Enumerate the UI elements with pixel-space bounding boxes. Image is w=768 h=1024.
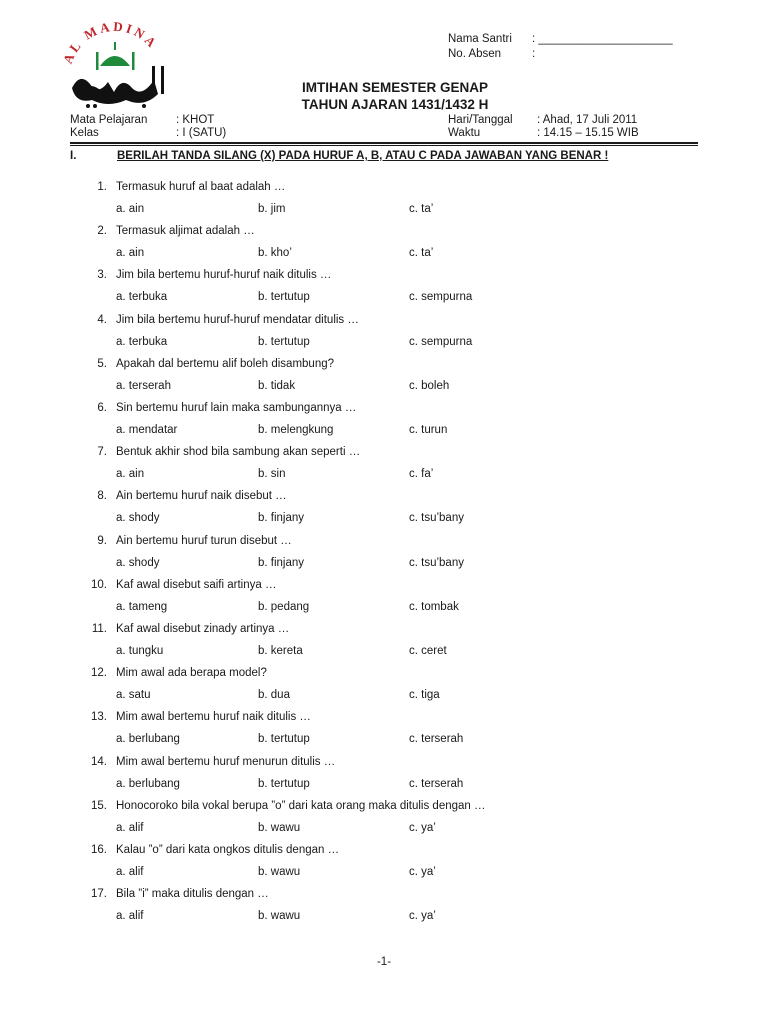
question-item: [70, 579, 698, 623]
question-number: 6.: [97, 402, 107, 414]
question-text: Kalau ”o” dari kata ongkos ditulis dengan …: [116, 844, 340, 856]
option-c[interactable]: c. tsu’bany: [409, 556, 464, 569]
option-a[interactable]: a. berlubang: [116, 733, 180, 746]
question-item: [70, 535, 698, 579]
option-a[interactable]: a. ain: [116, 247, 145, 260]
option-c[interactable]: c. fa’: [409, 468, 434, 481]
option-c[interactable]: c. ceret: [409, 645, 447, 657]
question-item: [70, 756, 698, 800]
option-a[interactable]: a. terserah: [116, 379, 171, 392]
option-c[interactable]: c. ya’: [409, 821, 436, 834]
option-a[interactable]: a. alif: [116, 821, 144, 834]
instruction-text: BERILAH TANDA SILANG (X) PADA HURUF A, B, ATAU C PADA JAWABAN YANG BENAR !: [117, 150, 609, 162]
option-b[interactable]: b. tertutup: [258, 733, 310, 746]
date-value: : Ahad, 17 Juli 2011: [537, 114, 638, 126]
question-item: [70, 667, 698, 711]
question-number: 4.: [97, 313, 107, 326]
question-text: Kaf awal disebut zinady artinya …: [116, 623, 290, 635]
option-b[interactable]: b. dua: [258, 689, 290, 702]
question-text: Ain bertemu huruf naik disebut …: [116, 490, 287, 503]
question-text: Termasuk huruf al baat adalah …: [116, 181, 286, 193]
question-number: 13.: [91, 711, 107, 724]
question-item: [70, 358, 698, 402]
option-c[interactable]: c. sempurna: [409, 291, 473, 304]
question-text: Mim awal bertemu huruf menurun ditulis …: [116, 755, 336, 768]
question-item: [70, 402, 698, 446]
question-item: [70, 314, 698, 358]
question-item: [70, 711, 698, 755]
option-a[interactable]: a. berlubang: [116, 777, 180, 790]
question-item: [70, 490, 698, 534]
option-a[interactable]: a. tameng: [116, 600, 168, 613]
option-b[interactable]: b. finjany: [258, 556, 305, 569]
student-name-row: [448, 32, 673, 47]
question-number: 11.: [91, 623, 107, 635]
exam-title: IMTIHAN SEMESTER GENAP: [301, 80, 488, 95]
question-number: 8.: [97, 490, 107, 503]
time-value: : 14.15 – 15.15 WIB: [537, 127, 639, 139]
option-c[interactable]: c. ya’: [409, 866, 436, 878]
option-b[interactable]: b. kereta: [258, 645, 303, 657]
subject-value: : KHOT: [176, 114, 215, 126]
option-a[interactable]: a. terbuka: [116, 291, 168, 304]
question-text: Termasuk aljimat adalah …: [116, 225, 255, 238]
student-name-field[interactable]: : _____________________: [532, 33, 673, 45]
option-b[interactable]: b. wawu: [258, 821, 301, 834]
option-c[interactable]: c. ta’: [409, 247, 434, 260]
time-label: Waktu: [448, 127, 481, 139]
option-b[interactable]: b. pedang: [258, 600, 310, 613]
question-number: 2.: [97, 225, 107, 238]
option-b[interactable]: b. wawu: [258, 866, 301, 878]
question-text: Ain bertemu huruf turun disebut …: [116, 534, 292, 547]
option-b[interactable]: b. tertutup: [258, 335, 310, 348]
option-a[interactable]: a. mendatar: [116, 424, 178, 436]
question-item: [70, 446, 698, 490]
option-b[interactable]: b. sin: [258, 468, 286, 481]
option-c[interactable]: c. tsu’bany: [409, 512, 464, 525]
option-a[interactable]: a. shody: [116, 556, 160, 569]
section-number: I.: [70, 150, 77, 162]
page-number: -1-: [376, 956, 392, 968]
option-a[interactable]: a. alif: [116, 910, 144, 923]
student-identity: [448, 32, 673, 62]
question-number: 17.: [91, 888, 107, 901]
exam-subtitle: TAHUN AJARAN 1431/1432 H: [301, 97, 489, 112]
option-c[interactable]: c. boleh: [409, 379, 450, 392]
date-label: Hari/Tanggal: [448, 114, 513, 126]
option-b[interactable]: b. finjany: [258, 512, 305, 525]
student-number-row: [448, 47, 673, 62]
question-number: 12.: [91, 667, 107, 680]
option-c[interactable]: c. ta’: [409, 203, 434, 215]
option-a[interactable]: a. alif: [116, 866, 144, 878]
question-number: 14.: [91, 755, 107, 768]
question-text: Honocoroko bila vokal berupa ”o” dari kata orang maka ditulis dengan …: [116, 799, 486, 812]
option-a[interactable]: a. ain: [116, 468, 145, 481]
question-number: 15.: [91, 799, 107, 812]
class-label: Kelas: [70, 127, 99, 139]
question-text: Mim awal ada berapa model?: [116, 667, 267, 680]
option-c[interactable]: c. tiga: [409, 689, 440, 702]
question-text: Sin bertemu huruf lain maka sambungannya …: [116, 402, 357, 414]
question-number: 5.: [97, 357, 107, 370]
option-b[interactable]: b. tidak: [258, 379, 296, 392]
header-divider: [70, 142, 698, 144]
option-a[interactable]: a. shody: [116, 512, 160, 525]
option-b[interactable]: b. jim: [258, 203, 286, 215]
subject-label: Mata Pelajaran: [70, 114, 148, 126]
option-b[interactable]: b. melengkung: [258, 424, 334, 436]
student-number-field[interactable]: :: [532, 48, 536, 60]
option-c[interactable]: c. terserah: [409, 777, 464, 790]
question-item: [70, 623, 698, 667]
question-item: [70, 181, 698, 225]
option-c[interactable]: c. terserah: [409, 733, 464, 746]
option-c[interactable]: c. sempurna: [409, 335, 473, 348]
subject-info: [70, 114, 226, 140]
question-text: Kaf awal disebut saifi artinya …: [116, 578, 277, 591]
student-name-label: Nama Santri: [448, 33, 512, 45]
question-text: Jim bila bertemu huruf-huruf naik ditulis …: [116, 269, 332, 282]
question-number: 3.: [97, 269, 107, 282]
option-b[interactable]: b. wawu: [258, 910, 301, 923]
class-value: : I (SATU): [176, 127, 227, 139]
option-a[interactable]: a. terbuka: [116, 335, 168, 348]
question-number: 1.: [97, 181, 107, 193]
option-b[interactable]: b. kho’: [258, 247, 292, 260]
option-b[interactable]: b. tertutup: [258, 291, 310, 304]
logo-text: AL MADINA: [60, 22, 162, 66]
option-b[interactable]: b. tertutup: [258, 777, 310, 790]
question-text: Jim bila bertemu huruf-huruf mendatar ditulis …: [116, 313, 359, 326]
option-a[interactable]: a. ain: [116, 203, 145, 215]
question-item: [70, 225, 698, 269]
question-number: 16.: [91, 844, 107, 856]
option-c[interactable]: c. turun: [409, 424, 448, 436]
question-item: [70, 844, 698, 888]
question-number: 10.: [91, 578, 107, 591]
question-item: [70, 800, 698, 844]
question-text: Bila ”i” maka ditulis dengan …: [116, 888, 269, 901]
question-text: Bentuk akhir shod bila sambung akan seperti …: [116, 446, 361, 459]
option-c[interactable]: c. tombak: [409, 600, 459, 613]
question-text: Apakah dal bertemu alif boleh disambung?: [116, 357, 335, 370]
schedule-info: [448, 114, 639, 140]
question-number: 9.: [97, 534, 107, 547]
question-text: Mim awal bertemu huruf naik ditulis …: [116, 711, 311, 724]
student-number-label: No. Absen: [448, 48, 502, 60]
header-divider-thin: [70, 145, 698, 146]
option-a[interactable]: a. tungku: [116, 645, 164, 657]
option-c[interactable]: c. ya’: [409, 910, 436, 923]
option-a[interactable]: a. satu: [116, 689, 151, 702]
question-item: [70, 888, 698, 932]
question-number: 7.: [97, 446, 107, 459]
question-item: [70, 269, 698, 313]
